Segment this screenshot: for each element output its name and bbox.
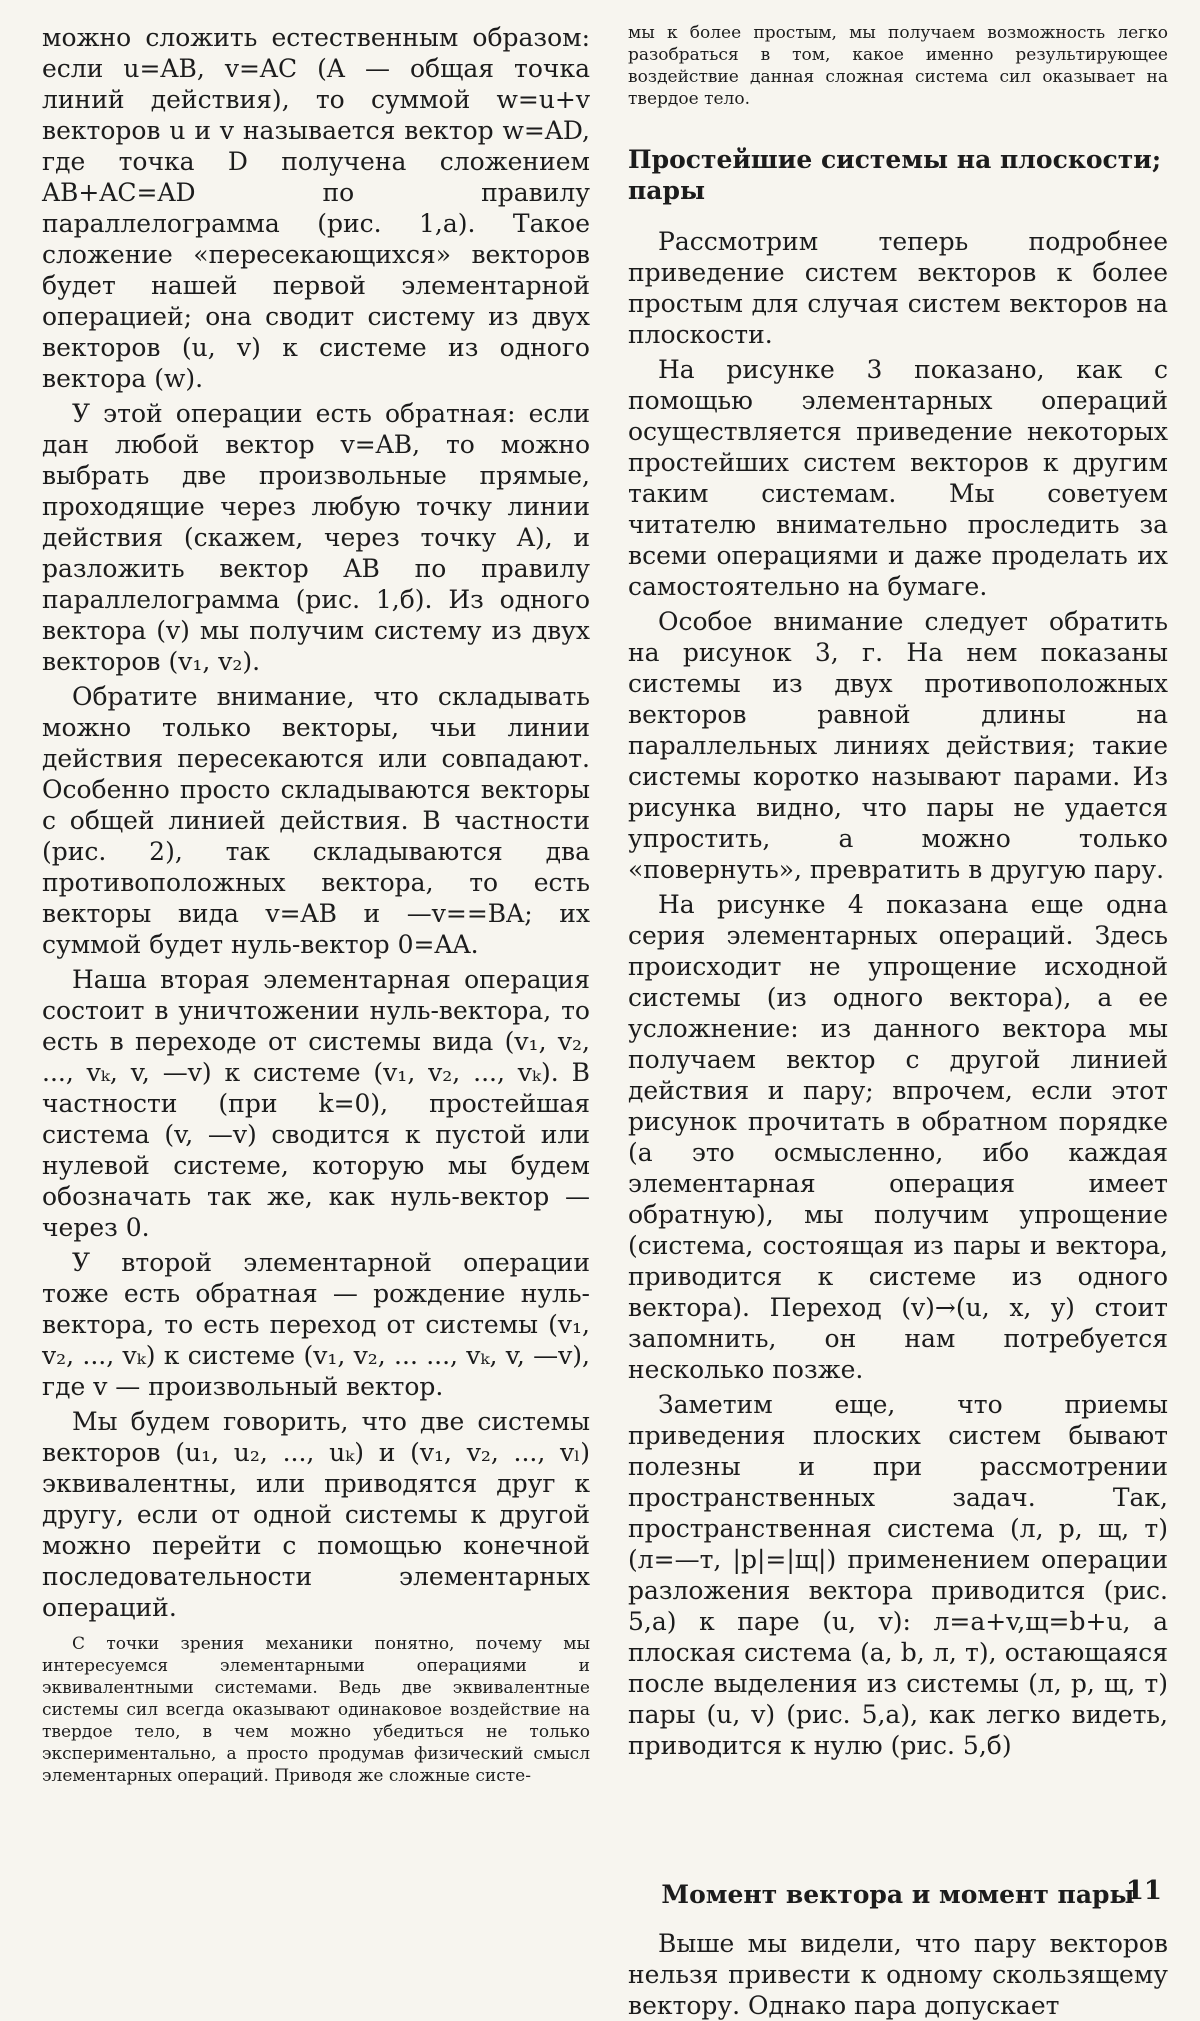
section-heading: Простейшие системы на плоскости; пары <box>628 145 1162 205</box>
body-paragraph: Обратите внимание, что складывать можно только векторы, чьи линии действия пересекаются или совпадают. Особенно просто складываются векторы с общей линией действия. В частности (рис. 2), так складываются два противоположных вектора, то есть векторы вида v=AB и —v==BA; их суммой будет нуль-вектор 0=AA. <box>42 682 590 959</box>
body-paragraph: Заметим еще, что приемы приведения плоских систем бывают полезны и при рассмотрении пространственных задач. Так, пространственная система (л, р, щ, т) (л=—т, |р|=|щ|) применением операции разложения вектора приводится (рис. 5,а) к паре (u, v): л=a+v,щ=b+u, а плоская система (a, b, л, т), остающаяся после выделения из системы (л, р, щ, т) пары (u, v) (рис. 5,а), как легко видеть, приводится к нулю (рис. 5,б) <box>628 1390 1168 1760</box>
body-paragraph: можно сложить естественным образом: если u=AB, v=AC (A — общая точка линий действия), то суммой w=u+v векторов u и v называется вектор w=AD, где точка D получена сложением AB+AC=AD по правилу параллелограмма (рис. 1,а). Такое сложение «пересекающихся» векторов будет нашей первой элементарной операцией; она сводит систему из двух векторов (u, v) к системе из одного вектора (w). <box>42 23 590 393</box>
body-paragraph: На рисунке 4 показана еще одна серия элементарных операций. Здесь происходит не упрощение исходной системы (из одного вектора), а ее усложнение: из данного вектора мы получаем вектор с другой линией действия и пару; впрочем, если этот рисунок прочитать в обратном порядке (а это осмысленно, ибо каждая элементарная операция имеет обратную), мы получим упрощение (система, состоящая из пары и вектора, приводится к системе из одного вектора). Переход (v)→(u, x, y) стоит запомнить, он нам потребуется несколько позже. <box>628 890 1168 1384</box>
body-paragraph: Мы будем говорить, что две системы векторов (u₁, u₂, ..., uₖ) и (v₁, v₂, ..., vₗ) эквивалентны, или приводятся друг к другу, если от одной системы к другой можно перейти с помощью конечной последовательности элементарных операций. <box>42 1407 590 1622</box>
page-number: 11 <box>1125 1876 1162 1906</box>
body-paragraph: Наша вторая элементарная операция состоит в уничтожении нуль-вектора, то есть в переходе от системы вида (v₁, v₂, ..., vₖ, v, —v) к системе (v₁, v₂, ..., vₖ). В частности (при k=0), простейшая система (v, —v) сводится к пустой или нулевой системе, которую мы будем обозначать так же, как нуль-вектор — через 0. <box>42 965 590 1242</box>
body-paragraph: На рисунке 3 показано, как с помощью элементарных операций осуществляется приведение некоторых простейших систем векторов к другим таким системам. Мы советуем читателю внимательно проследить за всеми операциями и даже проделать их самостоятельно на бумаге. <box>628 355 1168 601</box>
body-paragraph: У второй элементарной операции тоже есть обратная — рождение нуль-вектора, то есть переход от системы (v₁, v₂, ..., vₖ) к системе (v₁, v₂, ... ..., vₖ, v, —v), где v — произвольный вектор. <box>42 1248 590 1401</box>
right-column <box>628 22 1168 2021</box>
left-column <box>42 22 590 1787</box>
body-paragraph: У этой операции есть обратная: если дан любой вектор v=AB, то можно выбрать две произвольные прямые, проходящие через любую точку линии действия (скажем, через точку A), и разложить вектор AB по правилу параллелограмма (рис. 1,б). Из одного вектора (v) мы получим систему из двух векторов (v₁, v₂). <box>42 399 590 676</box>
body-paragraph: Особое внимание следует обратить на рисунок 3, г. На нем показаны системы из двух противоположных векторов равной длины на параллельных линиях действия; такие системы коротко называют парами. Из рисунка видно, что пары не удается упростить, а можно только «повернуть», превратить в другую пару. <box>628 607 1168 884</box>
small-print-paragraph: мы к более простым, мы получаем возможность легко разобраться в том, какое именно результирующее воздействие данная сложная система сил оказывает на твердое тело. <box>628 23 1168 109</box>
small-print-paragraph: С точки зрения механики понятно, почему мы интересуемся элементарными операциями и эквивалентными системами. Ведь две эквивалентные системы сил всегда оказывают одинаковое воздействие на твердое тело, в чем можно убедиться не только экспериментально, а просто продумав физический смысл элементарных операций. Приводя же сложные систе- <box>42 1634 590 1786</box>
body-paragraph: Рассмотрим теперь подробнее приведение систем векторов к более простым для случая систем векторов на плоскости. <box>628 227 1168 349</box>
body-paragraph: Выше мы видели, что пару векторов нельзя привести к одному скользящему вектору. Однако пара допускает <box>628 1929 1168 2020</box>
section-heading: Момент вектора и момент пары <box>661 1880 1135 1909</box>
